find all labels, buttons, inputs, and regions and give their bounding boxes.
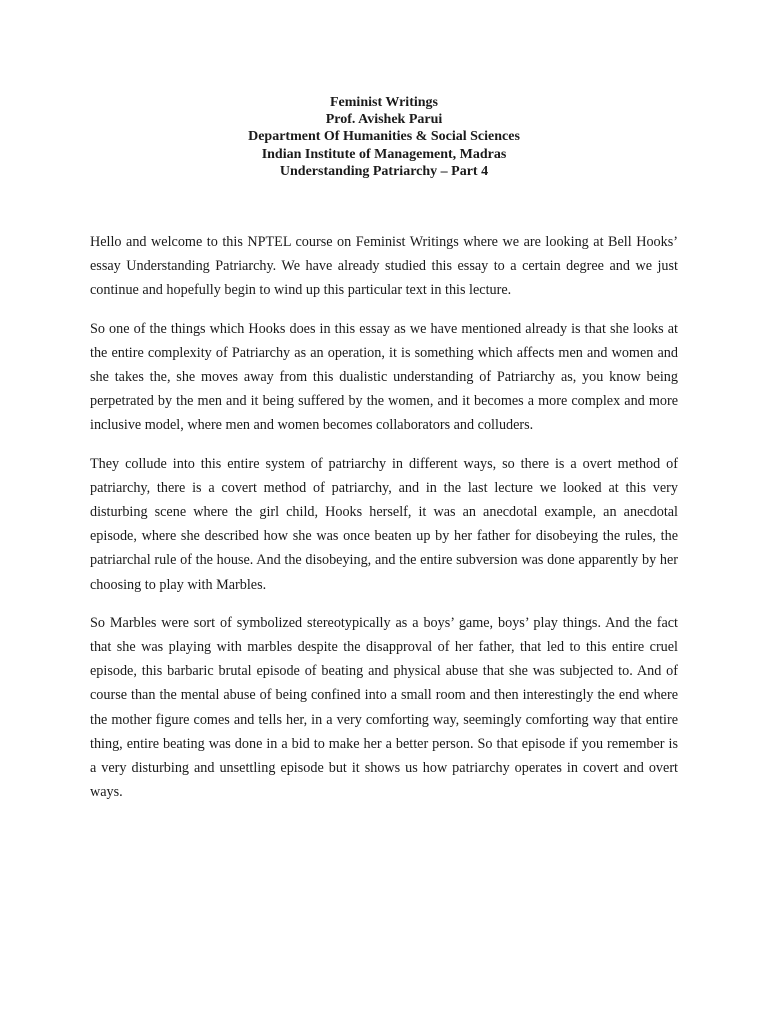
transcript-body [90,230,678,818]
paragraph-3: They collude into this entire system of patriarchy in different ways, so there is a overt method of patriarchy, there is a covert method of patriarchy, and in the last lecture we looked at this very disturbing scene where the girl child, Hooks herself, it was an anecdotal example, an anecdotal episode, where she described how she was once beaten up by her father for disobeying the rules, the patriarchal rule of the house. And the disobeying, and the entire subversion was done apparently by her choosing to play with Marbles. [90,455,678,593]
institute-name: Indian Institute of Management, Madras [261,146,507,162]
paragraph-2: So one of the things which Hooks does in this essay as we have mentioned already is that she looks at the entire complexity of Patriarchy as an operation, it is something which affects men and women and she takes the, she moves away from this dualistic understanding of Patriarchy as, you know being perpetrated by the men and it being suffered by the women, and it becomes a more complex and more inclusive model, where men and women becomes collaborators and colluders. [90,320,678,434]
lecture-title: Understanding Patriarchy – Part 4 [279,163,489,179]
document-header [90,94,678,180]
paragraph-4: So Marbles were sort of symbolized stereotypically as a boys’ game, boys’ play things. And the fact that she was playing with marbles despite the disapproval of her father, that led to this entire cruel episode, this barbaric brutal episode of beating and physical abuse that she was subjected to. And of course than the mental abuse of being confined into a small room and then interestingly the end where the mother figure comes and tells her, in a very comforting way, seemingly comforting way that entire thing, entire beating was done in a bid to make her a better person. So that episode if you remember is a very disturbing and unsettling episode but it shows us how patriarchy operates in covert and overt ways. [90,614,678,801]
paragraph-1: Hello and welcome to this NPTEL course on Feminist Writings where we are looking at Bell Hooks’ essay Understanding Patriarchy. We have already studied this essay to a certain degree and we just continue and hopefully begin to wind up this particular text in this lecture. [90,234,678,299]
department-name: Department Of Humanities & Social Sciences [248,129,520,145]
course-title: Feminist Writings [330,95,438,110]
professor-name: Prof. Avishek Parui [325,112,443,128]
